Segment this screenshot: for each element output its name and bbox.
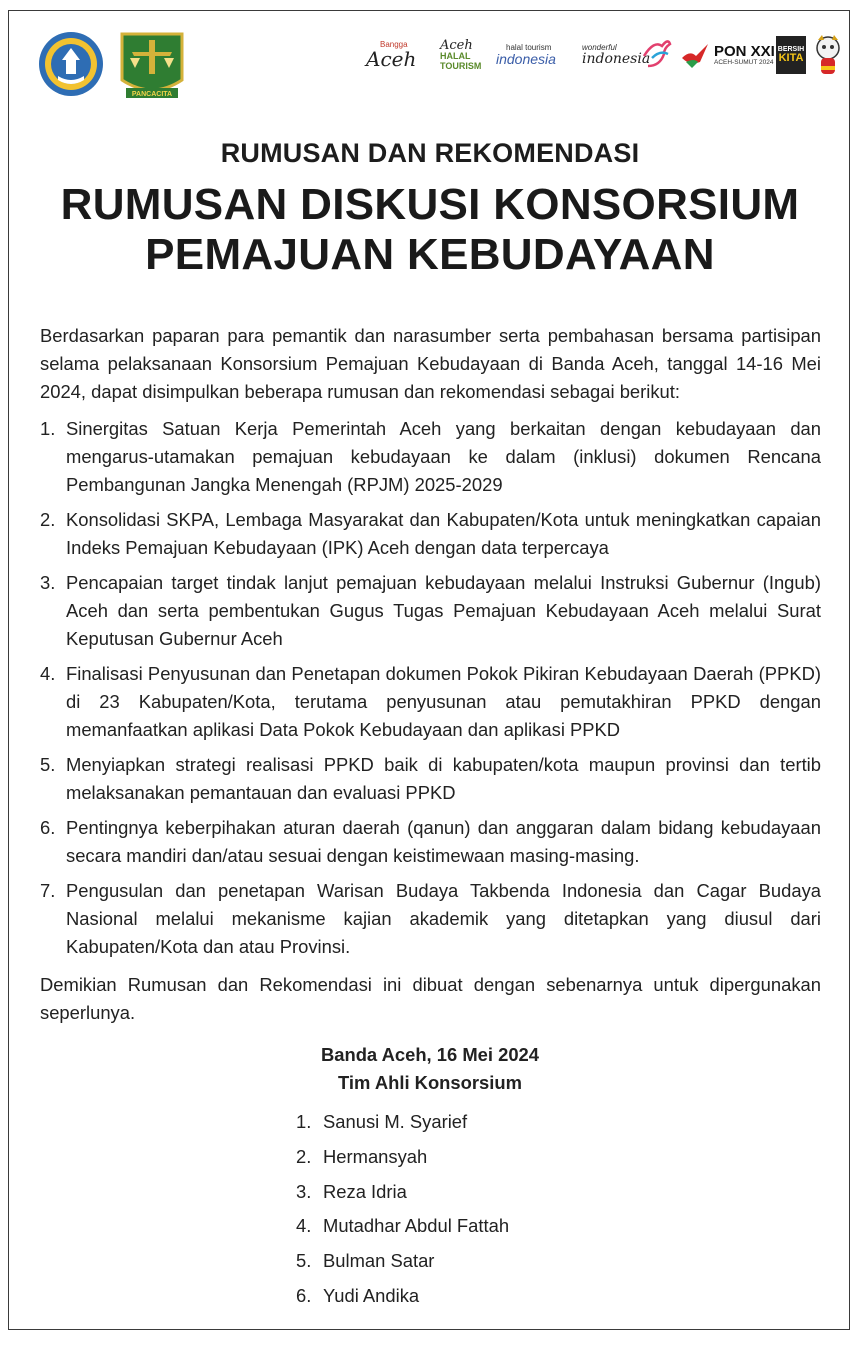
pancacita-aceh-emblem (118, 28, 186, 100)
list-item: 1. Sinergitas Satuan Kerja Pemerintah Aceh yang berkaitan dengan kebudayaan dan mengarus-utamakan pemajuan kebudayaan ke dalam (inklusi) dokumen Rencana Pembangunan Jangka Menengah (RPJM) 2025-2029 (40, 418, 821, 495)
wonderful-indonesia-logo: wonderful indonesia (582, 42, 651, 68)
list-item: 5. Menyiapkan strategi realisasi PPKD baik di kabupaten/kota maupun provinsi dan tertib melaksanakan pemantauan dan evaluasi PPKD (40, 754, 821, 803)
mascot-icon (812, 34, 844, 78)
partner-logos (360, 32, 850, 82)
title-line-2: PEMAJUAN KEBUDAYAAN (145, 230, 715, 279)
list-item: 3. Pencapaian target tindak lanjut pemajuan kebudayaan melalui Instruksi Gubernur (Ingub) Aceh dan serta pembentukan Gugus Tugas Pemajuan Kebudayaan Aceh melalui Surat Keputusan Gubernur Aceh (40, 572, 821, 649)
list-item: 2. Konsolidasi SKPA, Lembaga Masyarakat dan Kabupaten/Kota untuk meningkatkan capaian Indeks Pemajuan Kebudayaan (IPK) Aceh dengan data terpercaya (40, 509, 821, 558)
list-item: 3. Reza Idria (296, 1180, 407, 1202)
tut-wuri-handayani-logo (38, 30, 104, 98)
signature-team: Tim Ahli Konsorsium (338, 1072, 522, 1093)
document-subtitle: RUMUSAN DAN REKOMENDASI (220, 138, 640, 168)
pon-flame-icon (680, 40, 710, 70)
list-item: 4. Finalisasi Penyusunan dan Penetapan dokumen Pokok Pikiran Kebudayaan Daerah (PPKD) di 23 Kabupaten/Kota, terutama penyusunan atau pemutakhiran PPKD dengan memanfaatkan aplikasi Data Pokok Kebudayaan dan aplikasi PPKD (40, 663, 821, 740)
document-title (0, 180, 860, 280)
document-body (40, 322, 821, 1027)
halal-tourism-indonesia-logo: halal tourism indonesia (496, 42, 556, 68)
list-item: 1. Sanusi M. Syarief (296, 1111, 468, 1132)
intro-paragraph: Berdasarkan paparan para pemantik dan narasumber serta pembahasan bersama partisipan selama pelaksanaan Konsorsium Pemajuan Kebudayaan di Banda Aceh, tanggal 14-16 Mei 2024, dapat disimpulkan beberapa rumusan dan rekomendasi sebagai berikut: (40, 325, 821, 402)
list-item: 5. Bulman Satar (296, 1250, 435, 1272)
list-item: 6. Pentingnya keberpihakan aturan daerah (qanun) dan anggaran dalam bidang kebudayaan secara mandiri dan/atau sesuai dengan keistimewaan masing-masing. (40, 817, 821, 866)
bersih-kita-logo: BERSIH KITA (776, 32, 806, 78)
list-item: 2. Hermansyah (296, 1145, 428, 1167)
recommendations-list (40, 415, 821, 961)
list-item: 7. Pengusulan dan penetapan Warisan Budaya Takbenda Indonesia dan Cagar Budaya Nasional melalui mekanisme kajian akademik yang ditetapkan yang diusul dari Kabupaten/Kota dan atau Provinsi. (40, 880, 821, 957)
list-item: 6. Yudi Andika (296, 1284, 420, 1306)
aceh-halal-tourism-logo: Aceh HALAL TOURISM (440, 38, 482, 71)
svg-text:PANCACITA: PANCACITA (131, 91, 173, 98)
pon-xxi-logo: PON XXI ACEH-SUMUT 2024 (680, 32, 776, 78)
wonderful-indonesia-bird-icon (642, 36, 672, 70)
team-members-list (296, 1108, 509, 1317)
signature-place-date: Banda Aceh, 16 Mei 2024 (320, 1044, 540, 1065)
list-item: 4. Mutadhar Abdul Fattah (296, 1215, 510, 1237)
closing-paragraph: Demikian Rumusan dan Rekomendasi ini dibuat dengan sebenarnya untuk dipergunakan seperlunya. (40, 974, 821, 1023)
aceh-logo: Bangga Aceh (366, 39, 417, 72)
title-line-1: RUMUSAN DISKUSI KONSORSIUM (60, 180, 800, 229)
